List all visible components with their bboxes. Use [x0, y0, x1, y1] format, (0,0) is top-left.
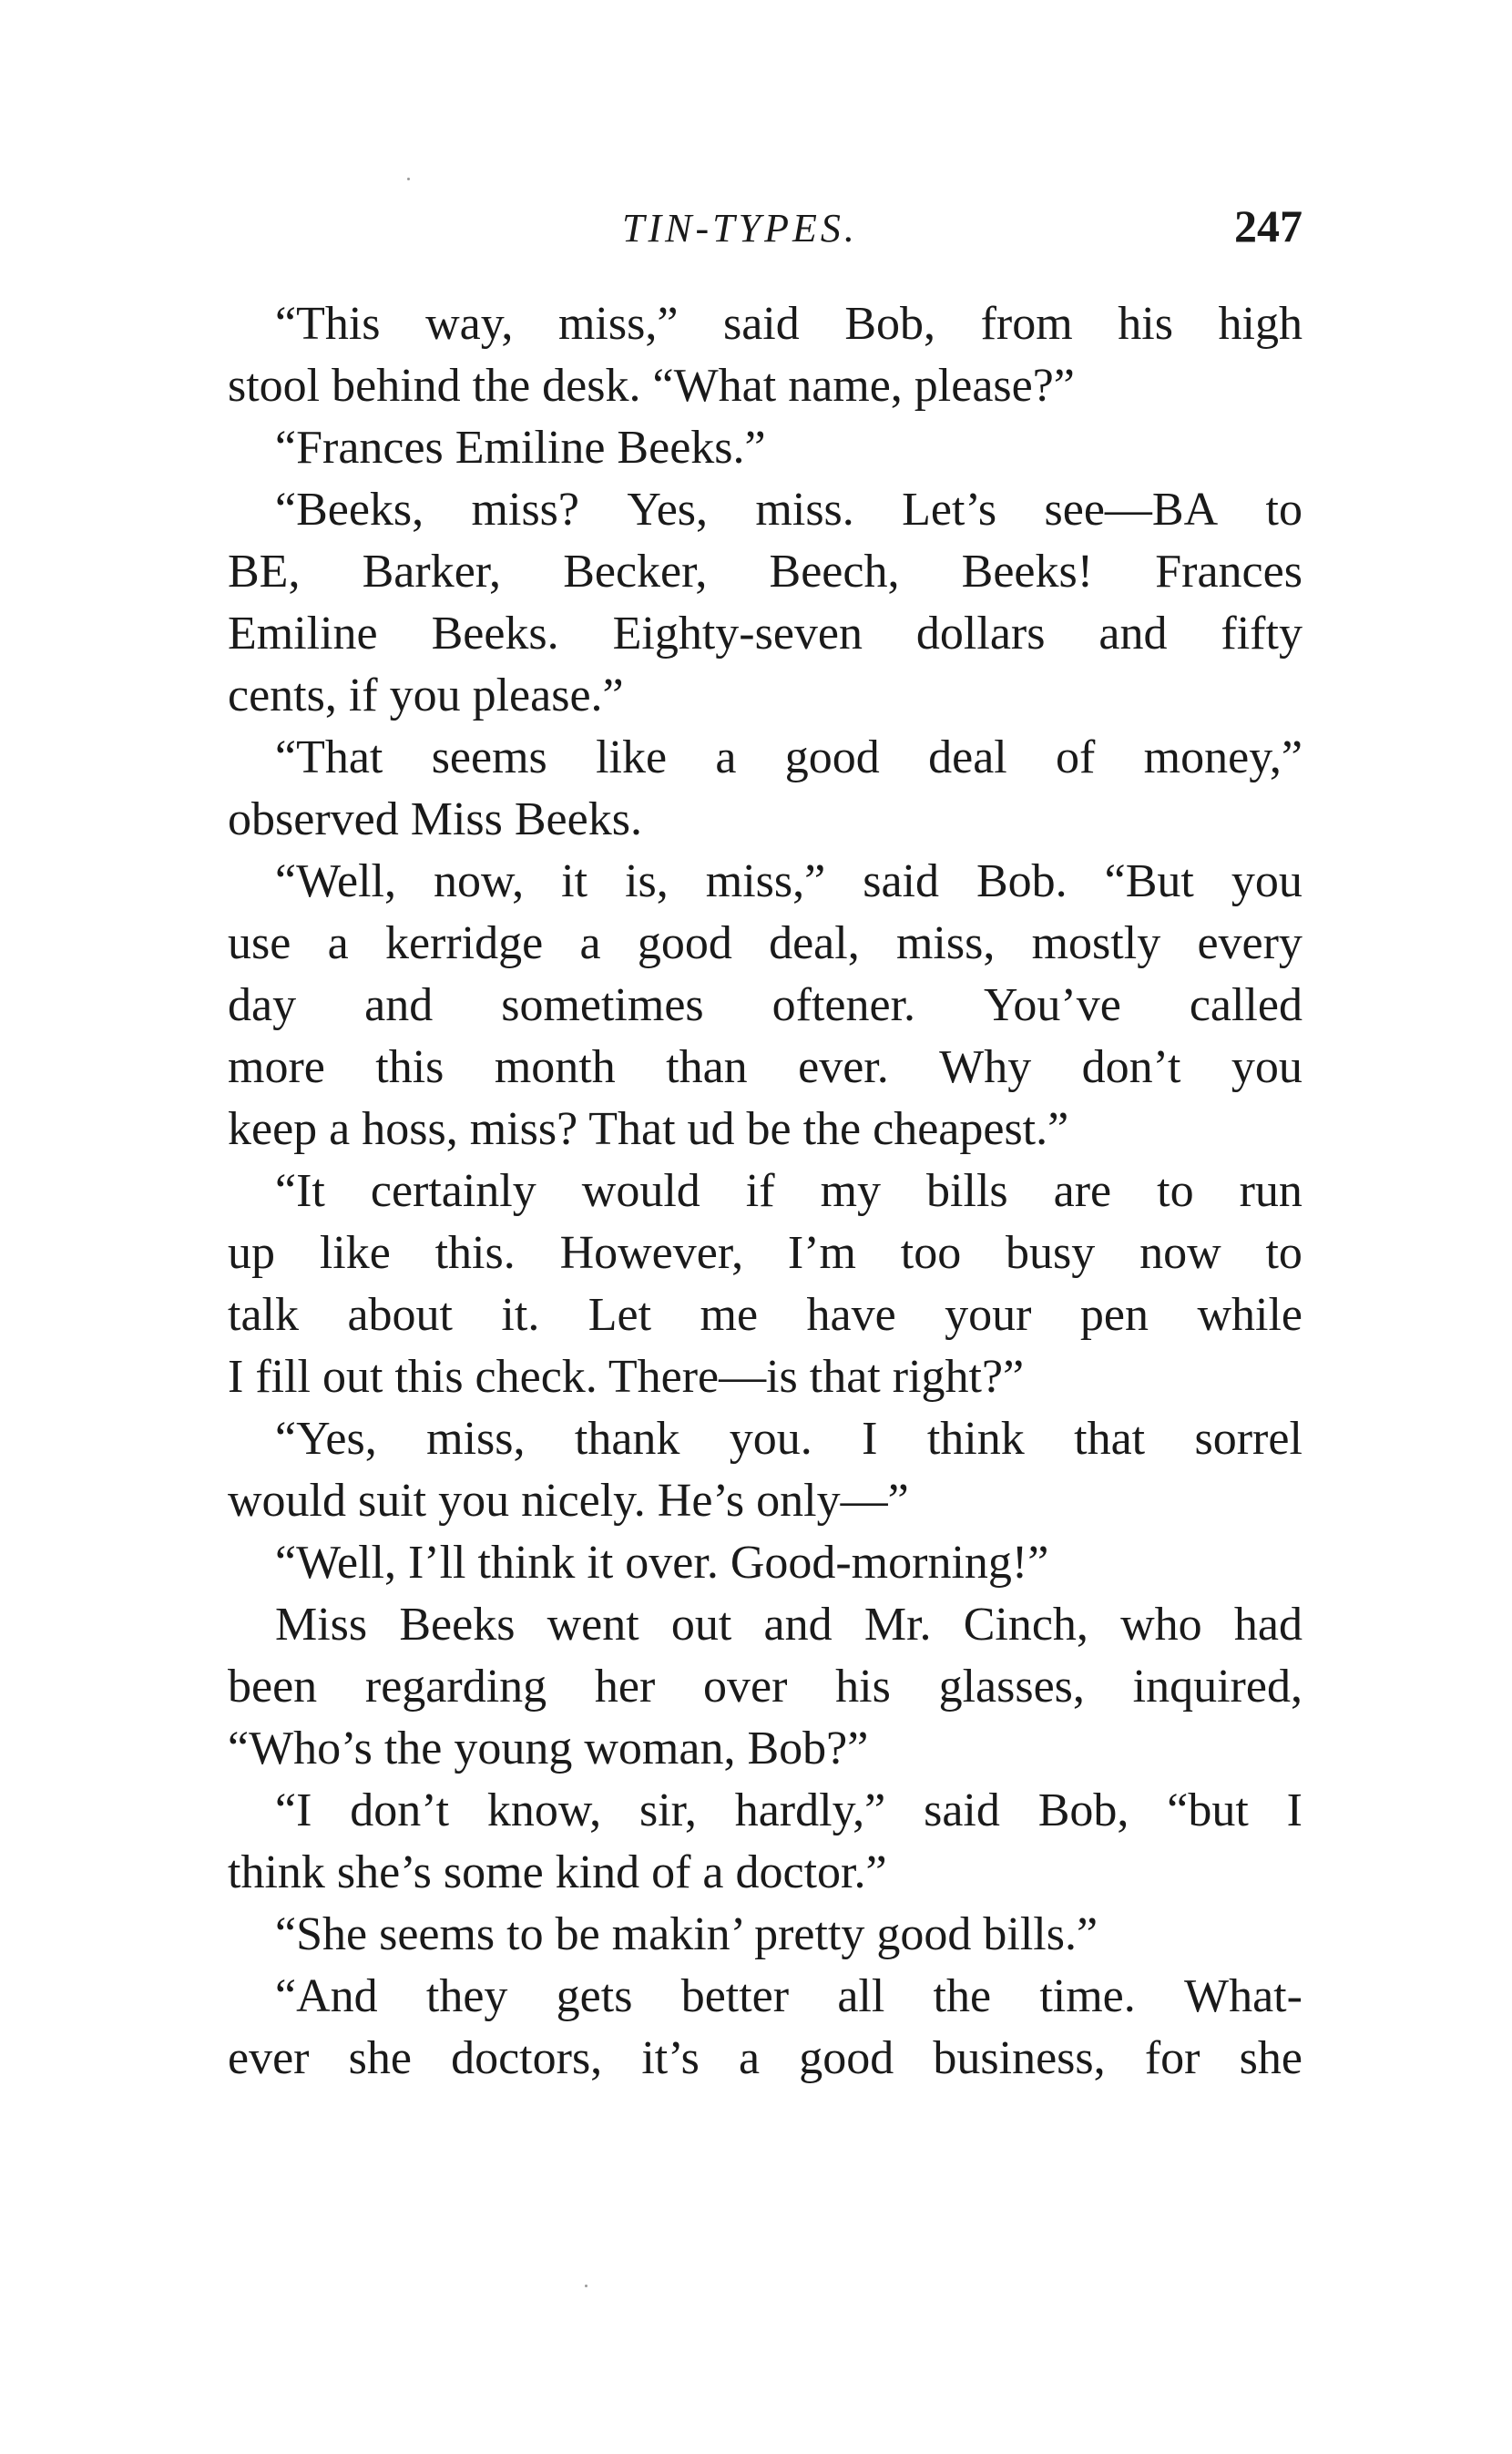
word: Cinch,: [963, 1599, 1088, 1651]
word: “Yes,: [275, 1413, 377, 1465]
word: way,: [425, 298, 514, 350]
word: miss,”: [705, 855, 826, 907]
word: Let: [587, 1289, 652, 1341]
word: over: [703, 1661, 788, 1713]
word: said: [722, 298, 800, 350]
text-line: [228, 1222, 1303, 1284]
word: Frances: [1155, 546, 1303, 598]
text-line: think she’s some kind of a doctor.”: [228, 1846, 887, 1898]
text-line: I fill out this check. There—is that right?”: [228, 1351, 1025, 1403]
word: kerridge: [384, 917, 544, 969]
word: out: [670, 1599, 732, 1651]
text-line: [228, 1161, 1303, 1222]
word: sometimes: [501, 979, 704, 1031]
word: a: [327, 917, 349, 969]
word: I’m: [787, 1227, 856, 1279]
word: thank: [574, 1413, 680, 1465]
word: “This: [275, 298, 381, 350]
word: too: [900, 1227, 962, 1279]
text-line: [228, 1408, 1303, 1470]
word: while: [1197, 1289, 1303, 1341]
word: you.: [729, 1413, 812, 1465]
word: “That: [275, 731, 383, 783]
word: sorrel: [1194, 1413, 1303, 1465]
word: went: [547, 1599, 639, 1651]
text-line: stool behind the desk. “What name, please?”: [228, 360, 1075, 412]
word: my: [820, 1165, 882, 1217]
text-line: [228, 1037, 1303, 1099]
text-line: observed Miss Beeks.: [228, 793, 642, 845]
word: Mr.: [863, 1599, 932, 1651]
word: to: [1265, 484, 1303, 536]
word: miss,: [426, 1413, 526, 1465]
word: glasses,: [938, 1661, 1085, 1713]
word: fifty: [1221, 608, 1303, 660]
word: that: [1074, 1413, 1146, 1465]
word: are: [1053, 1165, 1112, 1217]
word: it.: [501, 1289, 540, 1341]
word: you: [1231, 855, 1303, 907]
word: miss?: [471, 484, 579, 536]
word: than: [666, 1041, 748, 1093]
word: and: [1098, 608, 1168, 660]
word: have: [806, 1289, 896, 1341]
word: miss.: [755, 484, 854, 536]
text-line: [228, 541, 1303, 603]
word: Beech,: [769, 546, 900, 598]
text-line: [228, 1780, 1303, 1842]
word: good: [637, 917, 732, 969]
word: “Beeks,: [275, 484, 424, 536]
word: if: [745, 1165, 775, 1217]
word: “It: [275, 1165, 325, 1217]
word: they: [425, 1970, 508, 2022]
word: money,”: [1143, 731, 1303, 783]
word: her: [594, 1661, 656, 1713]
word: it’s: [641, 2032, 700, 2084]
word: busy: [1006, 1227, 1096, 1279]
word: “but: [1167, 1784, 1249, 1836]
text-line: [228, 975, 1303, 1037]
word: dollars: [915, 608, 1046, 660]
word: certainly: [370, 1165, 536, 1217]
word: business,: [933, 2032, 1106, 2084]
word: now: [1139, 1227, 1221, 1279]
word: Bob.: [976, 855, 1068, 907]
word: better: [680, 1970, 790, 2022]
word: of: [1056, 731, 1096, 783]
text-line: [228, 1656, 1303, 1718]
word: Beeks: [399, 1599, 516, 1651]
word: every: [1197, 917, 1303, 969]
word: high: [1218, 298, 1303, 350]
word: good: [799, 2032, 894, 2084]
word: all: [837, 1970, 885, 2022]
word: deal: [928, 731, 1007, 783]
word: Emiline: [228, 608, 378, 660]
word: now,: [433, 855, 525, 907]
word: I: [862, 1413, 878, 1465]
word: and: [364, 979, 434, 1031]
word: regarding: [364, 1661, 547, 1713]
word: miss,”: [557, 298, 679, 350]
word: talk: [228, 1289, 299, 1341]
word: more: [228, 1041, 325, 1093]
word: said: [863, 855, 939, 907]
word: oftener.: [771, 979, 916, 1031]
word: “But: [1104, 855, 1194, 907]
word: said: [924, 1784, 1000, 1836]
word: hardly,”: [734, 1784, 886, 1836]
word: she: [1239, 2032, 1303, 2084]
text-line: keep a hoss, miss? That ud be the cheapest.”: [228, 1103, 1069, 1155]
word: is,: [625, 855, 669, 907]
word: and: [763, 1599, 833, 1651]
word: from: [980, 298, 1073, 350]
word: gets: [556, 1970, 633, 2022]
word: it: [561, 855, 588, 907]
word: had: [1233, 1599, 1303, 1651]
word: up: [228, 1227, 275, 1279]
word: sir,: [639, 1784, 697, 1836]
word: deal,: [769, 917, 860, 969]
word: time.: [1039, 1970, 1136, 2022]
word: However,: [559, 1227, 744, 1279]
word: don’t: [350, 1784, 450, 1836]
text-line: [228, 727, 1303, 789]
text-line: [228, 913, 1303, 975]
word: me: [700, 1289, 759, 1341]
word: a: [715, 731, 737, 783]
word: doctors,: [451, 2032, 603, 2084]
running-head: TIN-TYPES.: [622, 206, 858, 251]
word: Eighty-seven: [612, 608, 863, 660]
page-number: 247: [1234, 200, 1303, 251]
word: “I: [275, 1784, 312, 1836]
word: miss,: [895, 917, 996, 969]
word: a: [579, 917, 601, 969]
word: don’t: [1081, 1041, 1181, 1093]
word: this: [375, 1041, 444, 1093]
word: ever.: [798, 1041, 889, 1093]
word: know,: [486, 1784, 602, 1836]
word: use: [228, 917, 291, 969]
word: about: [347, 1289, 453, 1341]
text-line: “Well, I’ll think it over. Good-morning!”: [275, 1537, 1049, 1589]
word: ever: [228, 2032, 310, 2084]
scan-speck: [407, 178, 410, 180]
text-line: would suit you nicely. He’s only—”: [228, 1475, 909, 1527]
word: Why: [939, 1041, 1032, 1093]
word: his: [1118, 298, 1173, 350]
word: Bob,: [844, 298, 936, 350]
word: month: [494, 1041, 616, 1093]
text-line: [228, 2028, 1303, 2090]
text-line: [228, 293, 1303, 355]
word: Beeks.: [431, 608, 559, 660]
text-line: [228, 851, 1303, 913]
word: Becker,: [563, 546, 708, 598]
word: for: [1144, 2032, 1200, 2084]
word: Yes,: [627, 484, 709, 536]
word: this.: [434, 1227, 516, 1279]
word: like: [319, 1227, 391, 1279]
word: day: [228, 979, 297, 1031]
word: been: [228, 1661, 318, 1713]
word: called: [1189, 979, 1303, 1031]
word: good: [784, 731, 880, 783]
word: to: [1265, 1227, 1303, 1279]
word: bills: [926, 1165, 1008, 1217]
word: Barker,: [362, 546, 502, 598]
word: Bob,: [1037, 1784, 1129, 1836]
text-line: cents, if you please.”: [228, 670, 624, 721]
word: You’ve: [984, 979, 1121, 1031]
word: a: [739, 2032, 761, 2084]
word: your: [945, 1289, 1032, 1341]
word: who: [1120, 1599, 1202, 1651]
word: run: [1239, 1165, 1303, 1217]
word: would: [581, 1165, 700, 1217]
word: inquired,: [1132, 1661, 1303, 1713]
word: “And: [275, 1970, 378, 2022]
body-text: [228, 293, 1303, 2090]
word: think: [926, 1413, 1025, 1465]
text-line: “Frances Emiline Beeks.”: [275, 422, 766, 474]
word: Let’s: [902, 484, 997, 536]
word: his: [835, 1661, 891, 1713]
text-line: [228, 603, 1303, 665]
word: to: [1157, 1165, 1194, 1217]
page-header: [228, 200, 1303, 260]
word: like: [596, 731, 668, 783]
text-line: “She seems to be makin’ pretty good bills.”: [275, 1908, 1098, 1960]
scan-speck: [585, 2285, 587, 2287]
text-line: [228, 1966, 1303, 2028]
word: Beeks!: [961, 546, 1094, 598]
word: “Well,: [275, 855, 396, 907]
word: see—BA: [1044, 484, 1219, 536]
word: pen: [1079, 1289, 1149, 1341]
word: the: [933, 1970, 992, 2022]
word: seems: [431, 731, 547, 783]
word: Miss: [275, 1599, 368, 1651]
word: mostly: [1031, 917, 1161, 969]
word: I: [1286, 1784, 1303, 1836]
text-line: “Who’s the young woman, Bob?”: [228, 1723, 869, 1774]
word: you: [1231, 1041, 1303, 1093]
text-line: [228, 479, 1303, 541]
word: What-: [1184, 1970, 1303, 2022]
text-line: [228, 1284, 1303, 1346]
word: she: [348, 2032, 412, 2084]
text-line: [228, 1594, 1303, 1656]
word: BE,: [228, 546, 301, 598]
